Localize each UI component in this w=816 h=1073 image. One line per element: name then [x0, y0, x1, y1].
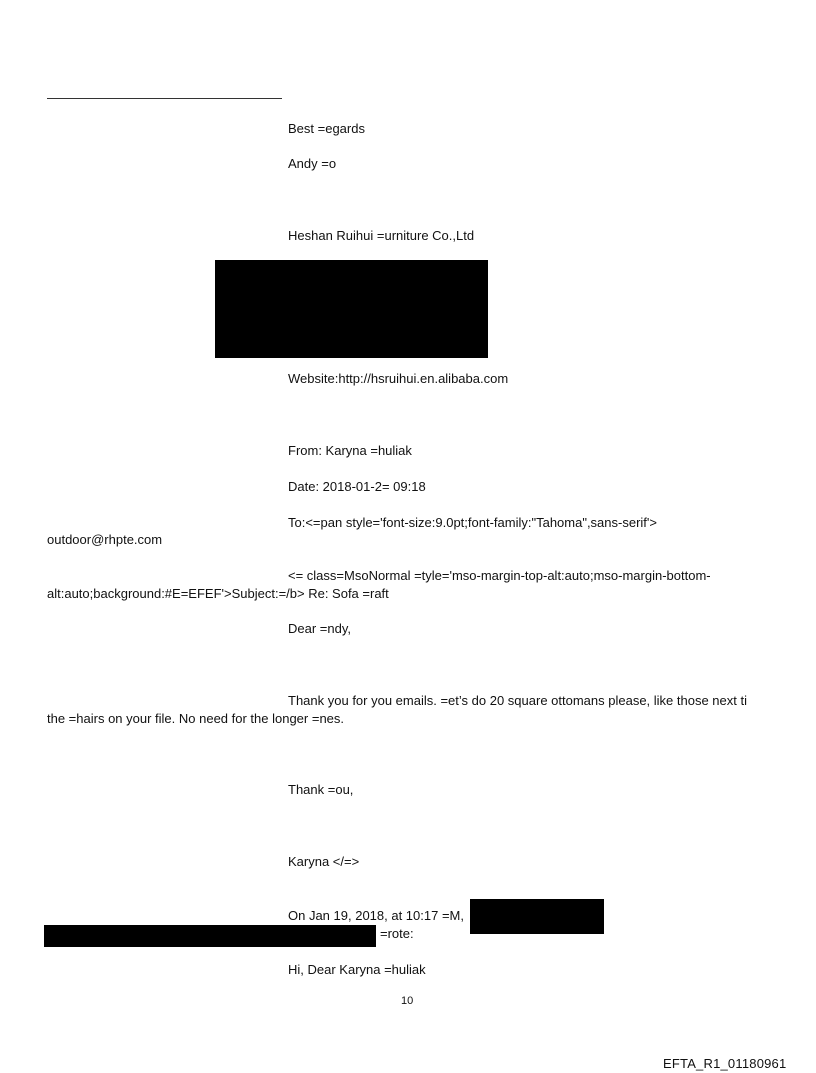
document-id: EFTA_R1_01180961 — [663, 1056, 787, 1071]
signature-line: Karyna </=> — [288, 854, 360, 869]
redaction-block — [215, 260, 488, 358]
page-number: 10 — [401, 995, 414, 1007]
greeting: Dear =ndy, — [288, 621, 351, 636]
website-line: Website:http://hsruihui.en.alibaba.com — [288, 371, 509, 386]
quote-line2: =rote: — [380, 926, 414, 941]
redaction-block — [470, 899, 604, 934]
subject-line1: <= class=MsoNormal =tyle='mso-margin-top-alt:auto;mso-margin-bottom- — [288, 568, 711, 583]
thanks-line: Thank =ou, — [288, 782, 354, 797]
company-name: Heshan Ruihui =urniture Co.,Ltd — [288, 228, 475, 243]
sender-name: Andy =o — [288, 156, 337, 171]
header-to-line2: outdoor@rhpte.com — [47, 532, 163, 547]
signoff-text: Best =egards — [288, 121, 365, 136]
header-to-line1: To:<=pan style='font-size:9.0pt;font-family:"Tahoma",sans-serif'> — [288, 515, 657, 530]
body-line1: Thank you for you emails. =et’s do 20 square ottomans please, like those next ti — [288, 693, 747, 708]
redaction-block — [44, 925, 376, 947]
quote-line1: On Jan 19, 2018, at 10:17 =M, — [288, 908, 464, 923]
header-date: Date: 2018-01-2= 09:18 — [288, 479, 426, 494]
body-line2: the =hairs on your file. No need for the longer =nes. — [47, 711, 345, 726]
subject-line2: alt:auto;background:#E=EFEF'>Subject:=/b> Re: Sofa =raft — [47, 586, 389, 601]
separator-rule — [47, 98, 282, 99]
reply-greeting: Hi, Dear Karyna =huliak — [288, 962, 426, 977]
header-from: From: Karyna =huliak — [288, 443, 412, 458]
